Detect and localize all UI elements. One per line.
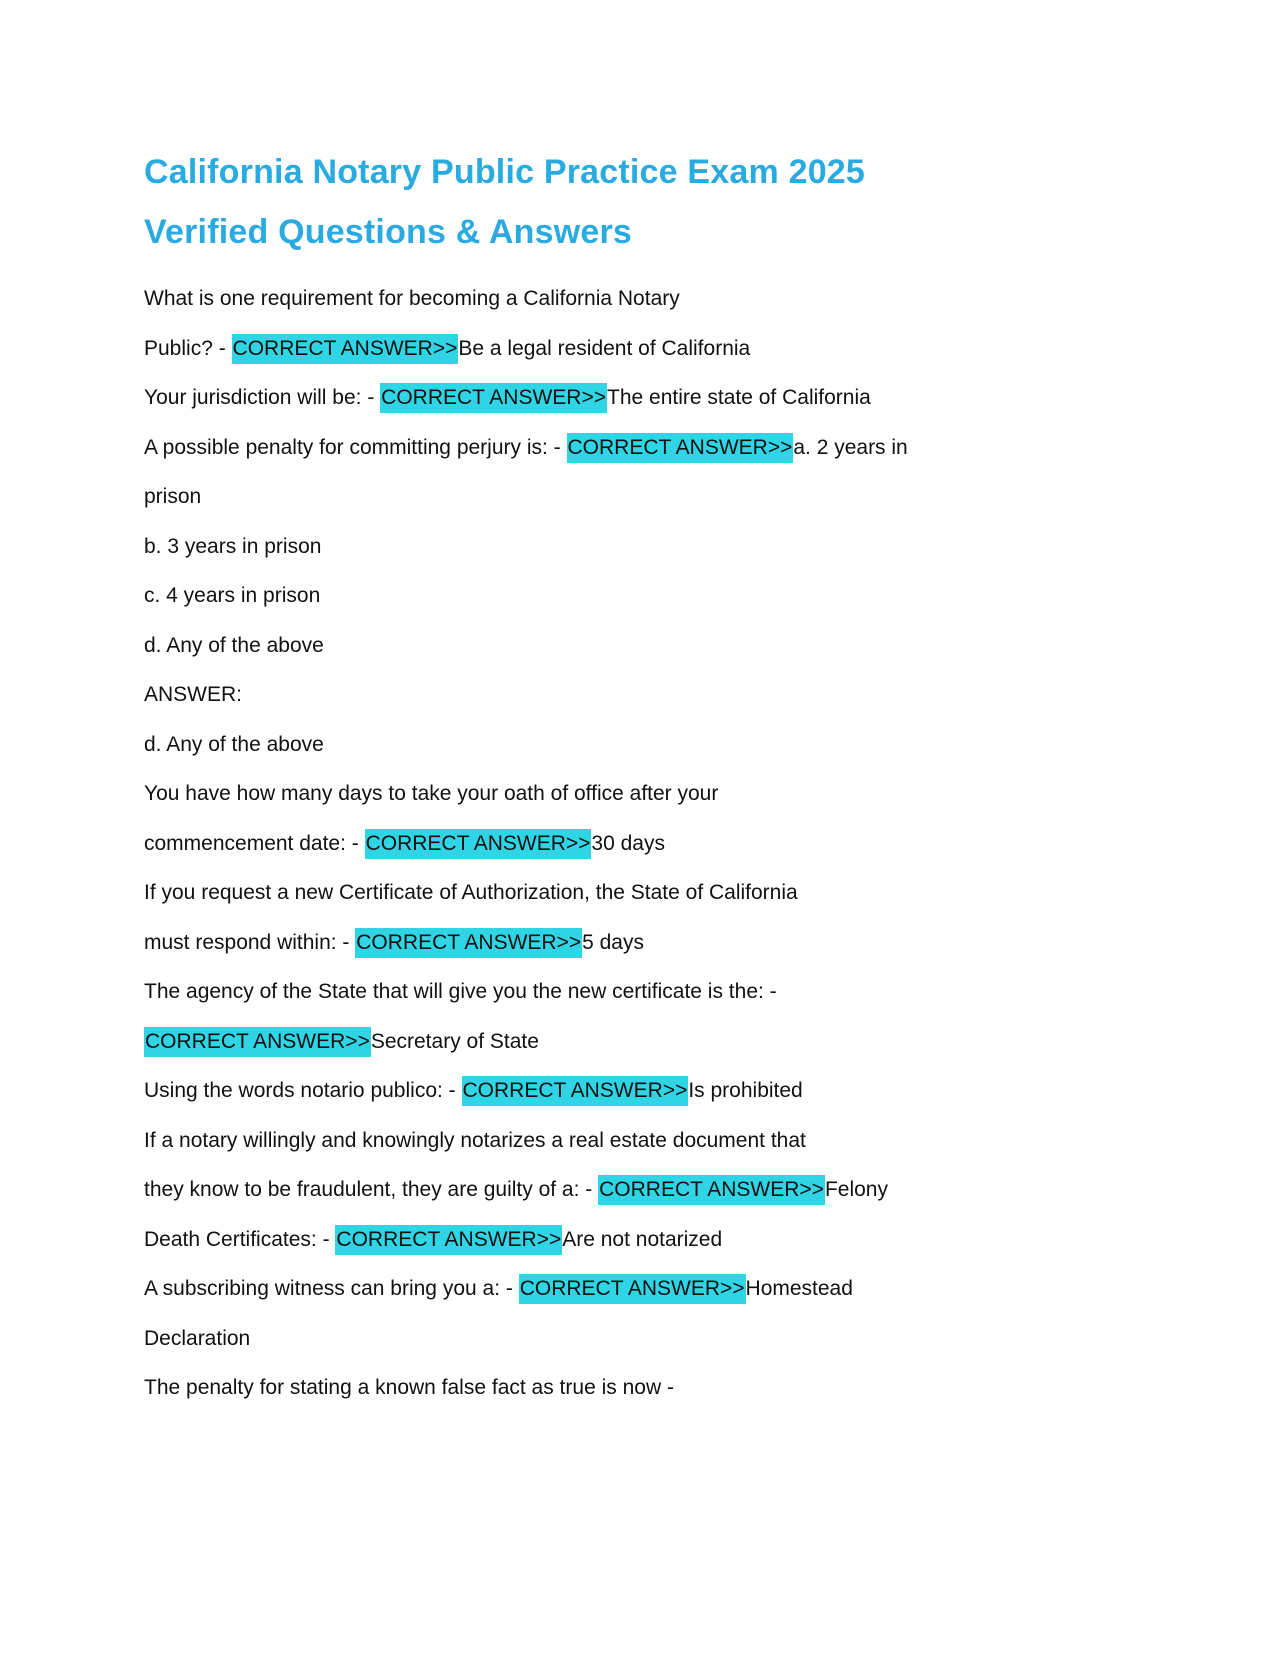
highlighted-correct-answer-marker: CORRECT ANSWER>>	[144, 1027, 371, 1057]
text-segment: b. 3 years in prison	[144, 534, 322, 558]
text-segment: Secretary of State	[370, 1029, 539, 1053]
document-title	[144, 142, 1160, 262]
text-segment: a. 2 years in	[793, 435, 908, 459]
text-line	[144, 769, 1160, 819]
text-line	[144, 967, 1160, 1017]
text-line	[144, 522, 1160, 572]
text-segment: Are not notarized	[562, 1227, 723, 1251]
text-line	[144, 1066, 1160, 1116]
text-segment: The penalty for stating a known false fact as true is now -	[144, 1376, 674, 1399]
text-line	[144, 1116, 1160, 1166]
text-segment: prison	[144, 485, 202, 508]
highlighted-correct-answer-marker: CORRECT ANSWER>>	[365, 829, 592, 859]
highlighted-correct-answer-marker: CORRECT ANSWER>>	[462, 1076, 689, 1106]
text-segment: You have how many days to take your oath of office after your	[144, 782, 719, 805]
text-segment: What is one requirement for becoming a California Notary	[144, 287, 680, 310]
text-line	[144, 1314, 1160, 1364]
highlighted-correct-answer-marker: CORRECT ANSWER>>	[380, 383, 607, 413]
text-line	[144, 423, 1160, 473]
highlighted-correct-answer-marker: CORRECT ANSWER>>	[232, 334, 459, 364]
highlighted-correct-answer-marker: CORRECT ANSWER>>	[567, 433, 794, 463]
text-line	[144, 621, 1160, 671]
text-line	[144, 472, 1160, 522]
text-segment: If you request a new Certificate of Authorization, the State of California	[144, 881, 798, 904]
text-segment: must respond within: -	[144, 930, 356, 954]
text-segment: d. Any of the above	[144, 633, 324, 657]
text-segment: Be a legal resident of California	[458, 336, 751, 360]
highlighted-correct-answer-marker: CORRECT ANSWER>>	[598, 1175, 825, 1205]
text-segment: Public? -	[144, 336, 232, 360]
text-segment: Death Certificates: -	[144, 1227, 336, 1251]
text-segment: Declaration	[144, 1326, 251, 1350]
text-segment: Homestead	[745, 1277, 853, 1300]
text-segment: Is prohibited	[688, 1079, 803, 1102]
text-line	[144, 670, 1160, 720]
text-segment: d. Any of the above	[144, 732, 324, 756]
text-line	[144, 1017, 1160, 1067]
text-line	[144, 819, 1160, 869]
text-line	[144, 1264, 1160, 1314]
title-line-1: California Notary Public Practice Exam 2025	[144, 153, 866, 191]
title-line-2: Verified Questions & Answers	[144, 213, 633, 251]
text-segment: If a notary willingly and knowingly notarizes a real estate document that	[144, 1128, 806, 1152]
document-body	[144, 274, 1160, 1413]
highlighted-correct-answer-marker: CORRECT ANSWER>>	[335, 1225, 562, 1255]
text-segment: they know to be fraudulent, they are guilty of a: -	[144, 1178, 599, 1201]
text-line	[144, 571, 1160, 621]
text-line	[144, 1363, 1160, 1413]
text-line	[144, 274, 1160, 324]
text-segment: Your jurisdiction will be: -	[144, 386, 381, 409]
text-segment: 5 days	[582, 930, 644, 954]
text-segment: 30 days	[591, 831, 665, 855]
text-line	[144, 918, 1160, 968]
text-segment: The agency of the State that will give you the new certificate is the: -	[144, 980, 777, 1003]
text-segment: commencement date: -	[144, 831, 365, 855]
highlighted-correct-answer-marker: CORRECT ANSWER>>	[519, 1274, 746, 1304]
text-line	[144, 868, 1160, 918]
text-segment: A possible penalty for committing perjury is: -	[144, 435, 567, 459]
text-line	[144, 720, 1160, 770]
text-segment: A subscribing witness can bring you a: -	[144, 1277, 519, 1300]
highlighted-correct-answer-marker: CORRECT ANSWER>>	[355, 928, 582, 958]
text-segment: Using the words notario publico: -	[144, 1079, 462, 1102]
text-segment: The entire state of California	[607, 386, 871, 409]
text-line	[144, 1215, 1160, 1265]
text-line	[144, 324, 1160, 374]
text-segment: c. 4 years in prison	[144, 584, 321, 607]
text-segment: Felony	[824, 1178, 888, 1201]
text-segment: ANSWER:	[144, 683, 243, 706]
text-line	[144, 373, 1160, 423]
text-line	[144, 1165, 1160, 1215]
